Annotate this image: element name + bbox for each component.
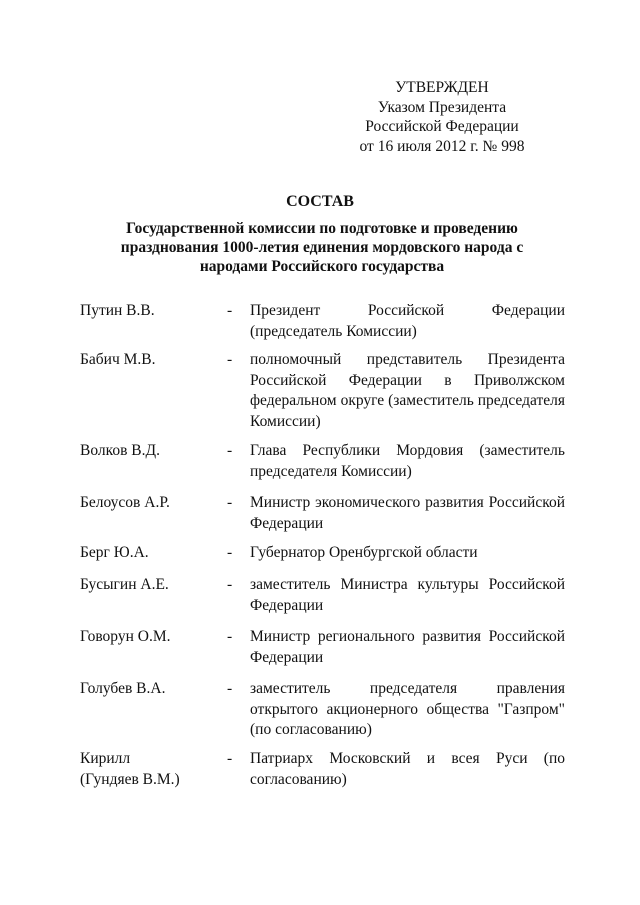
member-dash: - [227,351,233,368]
member-name [80,627,220,648]
member-name [80,679,220,700]
member-dash: - [227,680,233,697]
approval-authority: Российской Федерации [365,118,519,135]
member-name-line: Берг Ю.А. [80,544,149,561]
member-position: Президент Российской Федерации (председатель Комиссии) [250,302,565,340]
member-name [80,350,220,371]
member-name [80,749,220,790]
member-name-line: Бусыгин А.Е. [80,576,169,593]
member-position: Министр регионального развития Российской Федерации [250,628,565,666]
member-name [80,493,220,514]
member-name [80,441,220,462]
member-dash: - [227,628,233,645]
member-name [80,543,220,564]
member-position: полномочный представитель Президента Российской Федерации в Приволжском федеральном округе (заместитель председателя Комиссии) [250,351,565,430]
approval-stamp: УТВЕРЖДЕН [395,79,489,96]
member-name-line: Белоусов А.Р. [80,494,170,511]
member-name-line: Кирилл [80,750,131,767]
member-position: Губернатор Оренбургской области [250,544,478,561]
member-position: заместитель Министра культуры Российской Федерации [250,576,565,614]
member-position: Министр экономического развития Российской Федерации [250,494,565,532]
member-position: Патриарх Московский и всея Руси (по согласованию) [250,750,565,788]
member-position: Глава Республики Мордовия (заместитель председателя Комиссии) [250,442,565,480]
member-dash: - [227,494,233,511]
member-position: заместитель председателя правления открытого акционерного общества "Газпром" (по согласованию) [250,680,565,738]
approval-decree: Указом Президента [377,98,507,116]
member-name [80,575,220,596]
member-name-line: Говорун О.М. [80,628,171,645]
member-name-line: Бабич М.В. [80,351,156,368]
document-subtitle: Государственной комиссии по подготовке и проведению празднования 1000-летия единения мордовского народа с народами Российского государства [120,220,524,275]
member-dash: - [227,442,233,459]
document-title: СОСТАВ [286,193,354,210]
member-name-line: (Гундяев В.М.) [80,770,180,788]
member-name [80,301,220,322]
member-name-line: Голубев В.А. [80,680,166,697]
member-name-line: Волков В.Д. [80,442,160,459]
approval-block [352,78,532,156]
member-dash: - [227,576,233,593]
member-dash: - [227,750,233,767]
member-dash: - [227,544,233,561]
member-name-line: Путин В.В. [80,302,155,319]
member-dash: - [227,302,233,319]
approval-date: от 16 июля 2012 г. № 998 [359,137,525,155]
